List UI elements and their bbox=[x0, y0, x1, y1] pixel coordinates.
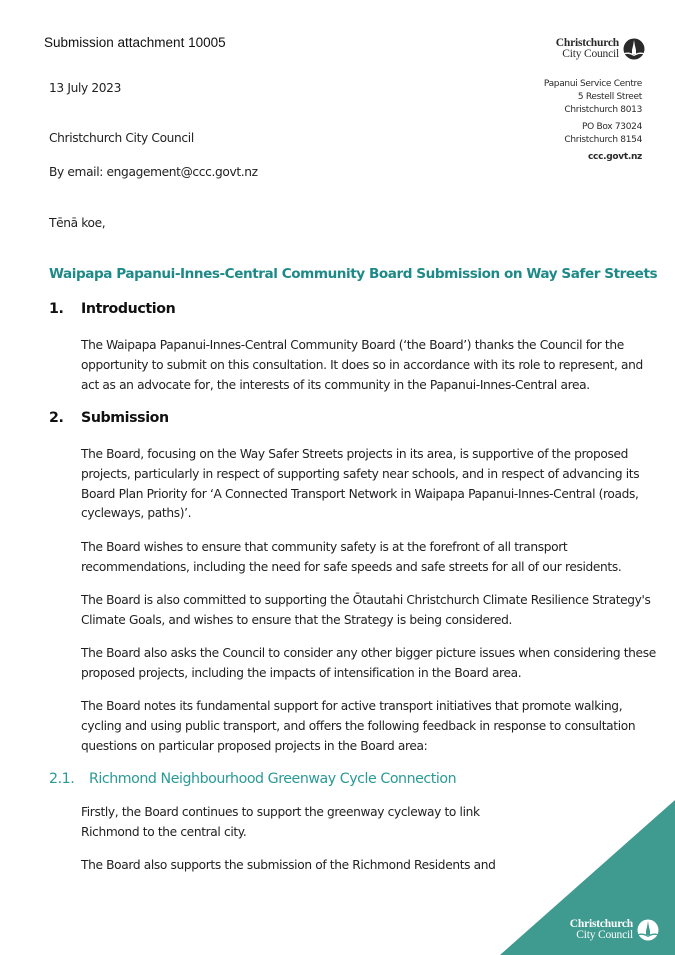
text-line: act as an advocate for, the interests of its community in the Papanui-Innes-Central area. bbox=[81, 377, 590, 392]
text-line: The Board wishes to ensure that community safety is at the forefront of all transport bbox=[81, 540, 568, 554]
logo-line1: Christchurch bbox=[555, 37, 619, 49]
text-line: The Waipapa Papanui-Innes-Central Community Board (‘the Board’) thanks the Council for the bbox=[81, 338, 624, 352]
subsection-heading-richmond bbox=[49, 771, 456, 787]
text-line: Richmond to the central city. bbox=[81, 824, 247, 839]
section-heading-submission bbox=[49, 410, 169, 426]
subsection-number: 2.1. bbox=[49, 771, 75, 787]
website-link[interactable]: ccc.govt.nz bbox=[588, 152, 642, 162]
text-line: cycling and using public transport, and offers the following feedback in response to consultation bbox=[81, 718, 636, 733]
logo-wordmark bbox=[570, 919, 633, 941]
text-line: recommendations, including the need for safe speeds and safe streets for all of our residents. bbox=[81, 559, 622, 574]
recipient: Christchurch City Council bbox=[49, 131, 194, 145]
text-line: proposed projects, including the impacts of intensification in the Board area. bbox=[81, 665, 522, 680]
address-line: Christchurch 8013 bbox=[564, 105, 642, 115]
address-line: Papanui Service Centre bbox=[543, 79, 642, 89]
address-line: Christchurch 8154 bbox=[564, 135, 642, 145]
paragraph bbox=[81, 538, 661, 578]
logo-line2: City Council bbox=[576, 929, 633, 941]
logo-line1: Christchurch bbox=[569, 918, 633, 930]
text-line: projects, particularly in respect of supporting safety near schools, and in respect of advancing its bbox=[81, 466, 640, 481]
by-email: By email: engagement@ccc.govt.nz bbox=[49, 165, 258, 179]
section-title: Introduction bbox=[81, 301, 176, 317]
text-line: The Board, focusing on the Way Safer Streets projects in its area, is supportive of the proposed bbox=[81, 447, 629, 461]
section-title: Submission bbox=[81, 410, 169, 426]
logo-wordmark bbox=[556, 38, 619, 60]
section-number: 2. bbox=[49, 410, 64, 426]
document-title: Waipapa Papanui-Innes-Central Community Board Submission on Way Safer Streets bbox=[49, 266, 658, 282]
address-line: 5 Restell Street bbox=[577, 92, 642, 102]
text-line: The Board also asks the Council to consider any other bigger picture issues when considering these bbox=[81, 646, 656, 660]
subsection-title: Richmond Neighbourhood Greenway Cycle Connection bbox=[89, 771, 457, 787]
text-line: Climate Goals, and wishes to ensure that the Strategy is being considered. bbox=[81, 612, 513, 627]
section-number: 1. bbox=[49, 301, 64, 317]
address-block bbox=[544, 78, 642, 164]
text-line: The Board notes its fundamental support for active transport initiatives that promote walking, bbox=[81, 699, 623, 713]
paragraph bbox=[81, 697, 661, 756]
logo-line2: City Council bbox=[562, 48, 619, 60]
paragraph bbox=[81, 336, 661, 395]
text-line: cycleways, paths)’. bbox=[81, 506, 192, 521]
cathedral-icon bbox=[637, 919, 659, 941]
letter-date: 13 July 2023 bbox=[49, 81, 121, 95]
text-line: questions on particular proposed projects in the Board area: bbox=[81, 738, 428, 753]
text-line: The Board also supports the submission of the Richmond Residents and bbox=[81, 858, 496, 872]
paragraph bbox=[81, 591, 661, 631]
paragraph bbox=[81, 445, 661, 524]
paragraph bbox=[81, 644, 661, 684]
footer-council-logo bbox=[570, 919, 659, 941]
text-line: Board Plan Priority for ‘A Connected Transport Network in Waipapa Papanui-Innes-Central (roads, bbox=[81, 486, 639, 501]
text-line: opportunity to submit on this consultation. It does so in accordance with its role to represent, and bbox=[81, 357, 643, 372]
attachment-label: Submission attachment 10005 bbox=[44, 35, 226, 50]
cathedral-icon bbox=[623, 38, 645, 60]
greeting: Tēnā koe, bbox=[49, 216, 106, 230]
section-heading-introduction bbox=[49, 301, 175, 317]
text-line: Firstly, the Board continues to support the greenway cycleway to link bbox=[81, 805, 480, 819]
council-logo bbox=[556, 38, 645, 60]
address-line: PO Box 73024 bbox=[582, 122, 642, 132]
text-line: The Board is also committed to supporting the Ōtautahi Christchurch Climate Resilience Strategy's bbox=[81, 593, 651, 607]
